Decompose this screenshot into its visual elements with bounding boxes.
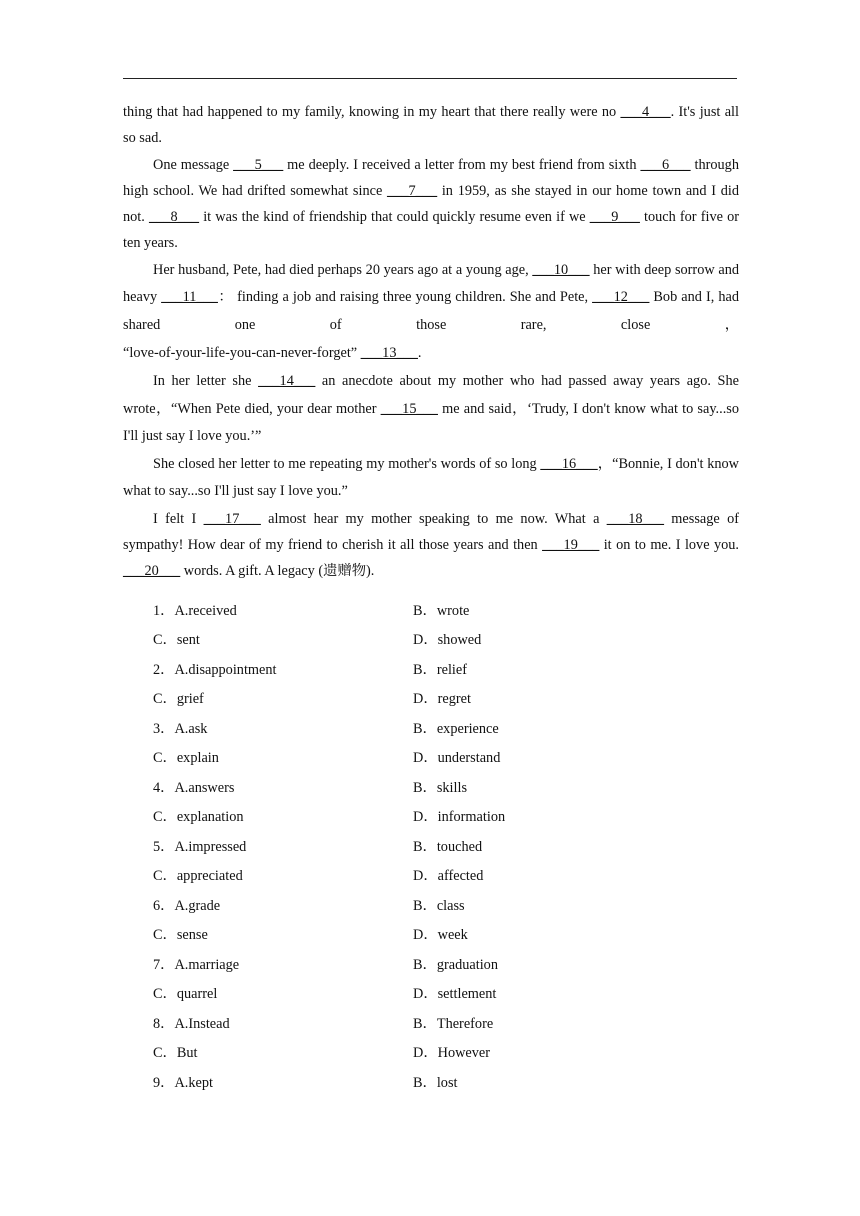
passage-text: in 1959, as she stayed in our home town and I did not. — [123, 182, 739, 226]
paragraph — [123, 339, 739, 368]
option-row — [153, 595, 673, 625]
option-row — [153, 654, 673, 684]
passage-text: “love-of-your-life-you-can-never-forget” — [123, 345, 361, 362]
paragraph — [123, 99, 739, 152]
option-right: D．affected — [413, 868, 484, 885]
paragraph — [123, 451, 739, 506]
passage-text: I felt I — [153, 510, 204, 527]
option-left: C．explain — [153, 750, 219, 767]
option-right: B．Therefore — [413, 1015, 494, 1032]
option-left: C．appreciated — [153, 868, 243, 885]
blank-19: ___19___ — [542, 537, 600, 554]
option-left: 2．A.disappointment — [153, 661, 277, 678]
passage-text: thing that had happened to my family, knowing in my heart that there really were no — [123, 104, 621, 120]
option-right: D．However — [413, 1045, 491, 1062]
cloze-passage — [123, 99, 739, 585]
blank-17: ___17___ — [203, 510, 261, 527]
option-row — [153, 713, 673, 743]
option-left: C．explanation — [153, 809, 244, 826]
blank-6: ___6___ — [640, 156, 691, 173]
option-right: B．lost — [413, 1074, 458, 1091]
option-right: B．skills — [413, 779, 468, 796]
option-row — [153, 1038, 673, 1068]
passage-text: Her husband, Pete, had died perhaps 20 years ago at a young age, — [153, 261, 533, 278]
option-row — [153, 979, 673, 1009]
option-right: D．regret — [413, 691, 471, 708]
option-row — [153, 861, 673, 891]
answer-options — [153, 595, 673, 1097]
paragraph — [123, 257, 739, 340]
option-left: C．sent — [153, 632, 200, 649]
option-row — [153, 920, 673, 950]
blank-16: ___16___ — [540, 455, 598, 472]
passage-text: it was the kind of friendship that could quickly resume even if we — [199, 209, 590, 226]
passage-text: One message — [153, 156, 234, 173]
passage-text: almost hear my mother speaking to me now. What a — [260, 510, 607, 527]
option-row — [153, 684, 673, 714]
option-right: D．understand — [413, 750, 501, 767]
passage-text: ： finding a job and raising three young children. She and Pete, — [217, 289, 593, 306]
option-row — [153, 772, 673, 802]
option-row — [153, 949, 673, 979]
option-left: 8．A.Instead — [153, 1015, 230, 1032]
option-left: C．But — [153, 1045, 198, 1062]
blank-10: ___10___ — [532, 261, 590, 278]
passage-text: message of sympathy! How dear of my friend to cherish it all those years and then — [123, 510, 739, 554]
option-row — [153, 831, 673, 861]
passage-text: In her letter she — [153, 373, 259, 390]
option-right: B．experience — [413, 720, 499, 737]
option-right: B．touched — [413, 838, 483, 855]
option-right: D．settlement — [413, 986, 497, 1003]
blank-12: ___12___ — [592, 289, 650, 306]
passage-text: words. A gift. A legacy (遗赠物). — [180, 563, 375, 580]
option-left: 1．A.received — [153, 602, 237, 619]
option-left: C．quarrel — [153, 986, 218, 1003]
passage-text: She closed her letter to me repeating my mother's words of so long — [153, 455, 541, 472]
passage-text: it on to me. I love you. — [599, 537, 739, 554]
passage-text: touch for five or ten years. — [123, 209, 739, 252]
option-right: B．class — [413, 897, 465, 914]
option-row — [153, 802, 673, 832]
option-right: D．information — [413, 809, 506, 826]
blank-14: ___14___ — [258, 373, 316, 390]
blank-9: ___9___ — [589, 209, 640, 226]
paragraph — [123, 506, 739, 585]
passage-text: me deeply. I received a letter from my best friend from sixth — [283, 156, 641, 173]
option-left: 5．A.impressed — [153, 838, 247, 855]
option-right: B．relief — [413, 661, 467, 678]
passage-text: me and said，‘Trudy, I don't know what to say...so I'll just say I love you.’” — [123, 400, 739, 445]
option-left: 3．A.ask — [153, 720, 208, 737]
option-left: 9．A.kept — [153, 1074, 213, 1091]
passage-text: Bob and I, had shared one of those rare, close ， — [123, 289, 739, 333]
blank-18: ___18___ — [606, 510, 664, 527]
option-right: B．wrote — [413, 602, 470, 619]
passage-text: ，“Bonnie, I don't know what to say...so I'll just say I love you.” — [123, 455, 739, 500]
option-left: 7．A.marriage — [153, 956, 240, 973]
option-row — [153, 743, 673, 773]
paragraph — [123, 152, 739, 257]
passage-text: an anecdote about my mother who had passed away years ago. She wrote，“When Pete died, your dear mother — [123, 373, 740, 417]
blank-8: ___8___ — [149, 209, 200, 226]
option-left: 4．A.answers — [153, 779, 235, 796]
blank-4: ___4___ — [620, 104, 671, 120]
option-row — [153, 1067, 673, 1097]
option-row — [153, 1008, 673, 1038]
option-left: 6．A.grade — [153, 897, 221, 914]
option-row — [153, 625, 673, 655]
option-left: C．sense — [153, 927, 208, 944]
paragraph — [123, 368, 739, 451]
passage-text: . — [417, 345, 422, 362]
option-left: C．grief — [153, 691, 204, 708]
blank-13: ___13___ — [360, 345, 418, 362]
blank-5: ___5___ — [233, 156, 284, 173]
blank-20: ___20___ — [123, 563, 181, 580]
option-right: B．graduation — [413, 956, 498, 973]
blank-11: ___11___ — [161, 289, 218, 306]
header-rule — [123, 78, 737, 79]
option-row — [153, 890, 673, 920]
passage-text: her with deep sorrow and heavy — [123, 261, 739, 306]
option-right: D．showed — [413, 632, 482, 649]
blank-7: ___7___ — [387, 182, 438, 199]
passage-text: . It's just all so sad. — [123, 104, 739, 147]
blank-15: ___15___ — [380, 400, 438, 417]
passage-text: through high school. We had drifted somewhat since — [123, 156, 739, 199]
option-right: D．week — [413, 927, 468, 944]
